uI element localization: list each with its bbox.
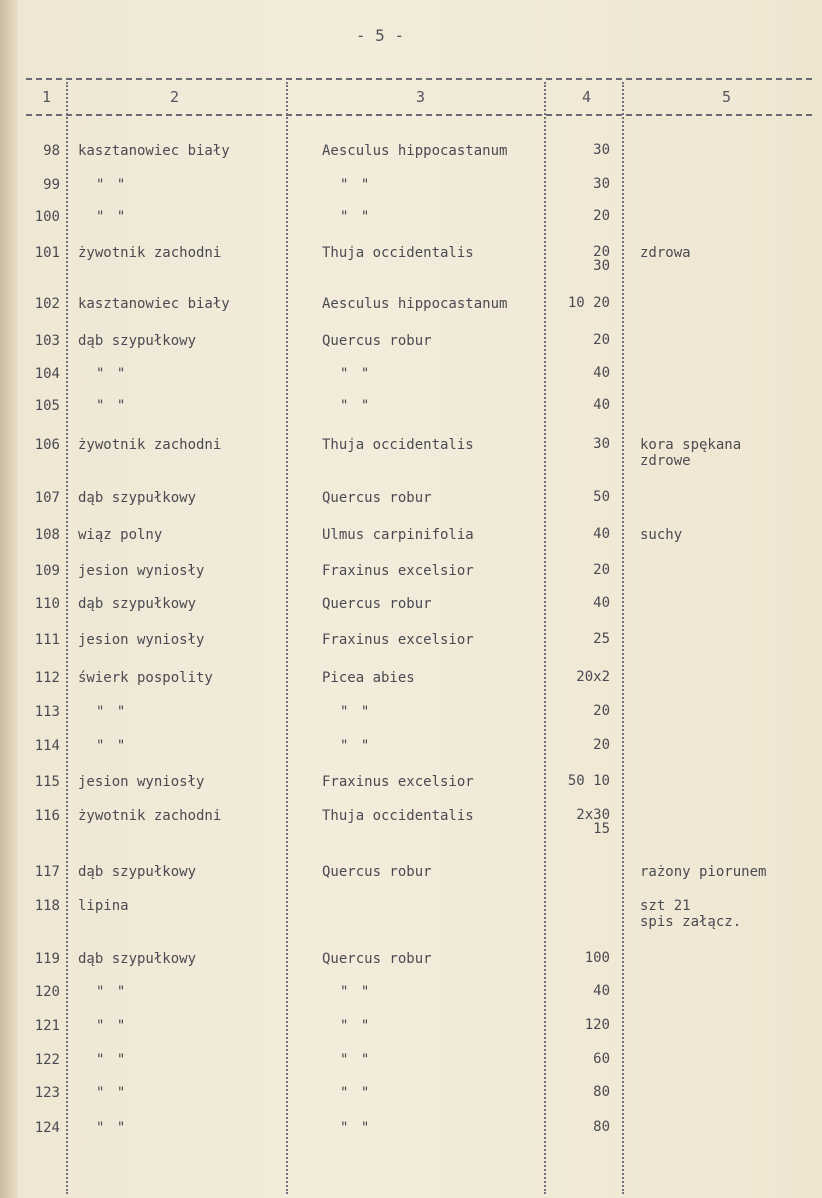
polish-name: " " [96, 1085, 128, 1101]
latin-name: " " [340, 1120, 372, 1136]
polish-name: żywotnik zachodni [78, 808, 222, 824]
table-row [0, 864, 822, 894]
row-number: 98 [43, 143, 60, 159]
diameter-value: 20 [593, 703, 610, 719]
polish-name: jesion wyniosły [78, 563, 205, 579]
row-number: 117 [34, 864, 60, 880]
row-number: 118 [34, 898, 60, 914]
table-row [0, 177, 822, 207]
table-row [0, 527, 822, 557]
table-row [0, 774, 822, 804]
diameter-value: 40 [593, 526, 610, 542]
row-number: 108 [34, 527, 60, 543]
table-row [0, 563, 822, 593]
polish-name: " " [96, 398, 128, 414]
latin-name: Thuja occidentalis [322, 437, 474, 453]
row-number: 116 [34, 808, 60, 824]
polish-name: żywotnik zachodni [78, 437, 222, 453]
latin-name: Ulmus carpinifolia [322, 527, 474, 543]
row-number: 103 [34, 333, 60, 349]
row-number: 110 [34, 596, 60, 612]
polish-name: dąb szypułkowy [78, 951, 197, 967]
row-number: 99 [43, 177, 60, 193]
table-row [0, 670, 822, 700]
remarks: zdrowa [640, 245, 691, 261]
remarks: szt 21 spis załącz. [640, 898, 742, 930]
diameter-value: 40 [593, 365, 610, 381]
table-row [0, 245, 822, 275]
diameter-value: 100 [584, 950, 610, 966]
latin-name: Quercus robur [322, 596, 432, 612]
polish-name: lipina [78, 898, 129, 914]
column-header-5: 5 [722, 88, 732, 106]
latin-name: Aesculus hippocastanum [322, 296, 508, 312]
diameter-value: 2x30 15 [576, 807, 610, 837]
polish-name: dąb szypułkowy [78, 490, 197, 506]
polish-name: kasztanowiec biały [78, 296, 230, 312]
table-row [0, 808, 822, 838]
header-top-rule [26, 78, 812, 80]
polish-name: jesion wyniosły [78, 774, 205, 790]
polish-name: " " [96, 366, 128, 382]
table-row [0, 1052, 822, 1082]
diameter-value: 20 [593, 208, 610, 224]
table-row [0, 1085, 822, 1115]
polish-name: " " [96, 704, 128, 720]
column-header-4: 4 [582, 88, 592, 106]
diameter-value: 80 [593, 1119, 610, 1135]
remarks: suchy [640, 527, 683, 543]
table-row [0, 437, 822, 467]
table-row [0, 1018, 822, 1048]
polish-name: " " [96, 177, 128, 193]
row-number: 107 [34, 490, 60, 506]
row-number: 115 [34, 774, 60, 790]
polish-name: dąb szypułkowy [78, 333, 197, 349]
diameter-value: 40 [593, 397, 610, 413]
table-row [0, 143, 822, 173]
row-number: 101 [34, 245, 60, 261]
latin-name: Quercus robur [322, 864, 432, 880]
polish-name: " " [96, 984, 128, 1000]
table-row [0, 984, 822, 1014]
row-number: 123 [34, 1085, 60, 1101]
polish-name: " " [96, 1018, 128, 1034]
latin-name: Picea abies [322, 670, 415, 686]
row-number: 122 [34, 1052, 60, 1068]
column-header-3: 3 [416, 88, 426, 106]
polish-name: świerk pospolity [78, 670, 213, 686]
row-number: 111 [34, 632, 60, 648]
diameter-value: 40 [593, 983, 610, 999]
table-row [0, 366, 822, 396]
latin-name: " " [340, 1085, 372, 1101]
table-row [0, 296, 822, 326]
row-number: 124 [34, 1120, 60, 1136]
row-number: 109 [34, 563, 60, 579]
table-row [0, 209, 822, 239]
latin-name: Quercus robur [322, 333, 432, 349]
diameter-value: 20 [593, 562, 610, 578]
table-row [0, 596, 822, 626]
polish-name: kasztanowiec biały [78, 143, 230, 159]
polish-name: " " [96, 1120, 128, 1136]
header-bottom-rule [26, 114, 812, 116]
row-number: 112 [34, 670, 60, 686]
table-row [0, 704, 822, 734]
latin-name: " " [340, 984, 372, 1000]
latin-name: " " [340, 177, 372, 193]
diameter-value: 30 [593, 176, 610, 192]
table-row [0, 490, 822, 520]
row-number: 100 [34, 209, 60, 225]
latin-name: " " [340, 209, 372, 225]
polish-name: dąb szypułkowy [78, 596, 197, 612]
column-header-1: 1 [42, 88, 52, 106]
row-number: 120 [34, 984, 60, 1000]
row-number: 105 [34, 398, 60, 414]
polish-name: " " [96, 1052, 128, 1068]
diameter-value: 120 [584, 1017, 610, 1033]
latin-name: " " [340, 1018, 372, 1034]
diameter-value: 25 [593, 631, 610, 647]
row-number: 106 [34, 437, 60, 453]
row-number: 121 [34, 1018, 60, 1034]
diameter-value: 80 [593, 1084, 610, 1100]
table-row [0, 398, 822, 428]
diameter-value: 10 20 [567, 295, 610, 311]
polish-name: jesion wyniosły [78, 632, 205, 648]
diameter-value: 20x2 [576, 669, 610, 685]
latin-name: Thuja occidentalis [322, 245, 474, 261]
latin-name: Fraxinus excelsior [322, 632, 474, 648]
latin-name: Fraxinus excelsior [322, 774, 474, 790]
latin-name: Quercus robur [322, 490, 432, 506]
table-row [0, 738, 822, 768]
diameter-value: 30 [593, 436, 610, 452]
latin-name: " " [340, 366, 372, 382]
table-row [0, 632, 822, 662]
polish-name: " " [96, 209, 128, 225]
row-number: 119 [34, 951, 60, 967]
column-header-2: 2 [170, 88, 180, 106]
diameter-value: 20 [593, 737, 610, 753]
diameter-value: 30 [593, 142, 610, 158]
diameter-value: 60 [593, 1051, 610, 1067]
latin-name: " " [340, 398, 372, 414]
remarks: rażony piorunem [640, 864, 767, 880]
latin-name: " " [340, 704, 372, 720]
latin-name: Fraxinus excelsior [322, 563, 474, 579]
table-row [0, 898, 822, 928]
row-number: 102 [34, 296, 60, 312]
diameter-value: 20 30 [593, 244, 610, 274]
table-row [0, 333, 822, 363]
latin-name: Aesculus hippocastanum [322, 143, 508, 159]
latin-name: Thuja occidentalis [322, 808, 474, 824]
diameter-value: 20 [593, 332, 610, 348]
row-number: 113 [34, 704, 60, 720]
polish-name: " " [96, 738, 128, 754]
polish-name: wiąz polny [78, 527, 163, 543]
diameter-value: 50 [593, 489, 610, 505]
polish-name: żywotnik zachodni [78, 245, 222, 261]
latin-name: " " [340, 738, 372, 754]
remarks: kora spękana zdrowe [640, 437, 742, 469]
polish-name: dąb szypułkowy [78, 864, 197, 880]
table-row [0, 951, 822, 981]
diameter-value: 50 10 [567, 773, 610, 789]
row-number: 114 [34, 738, 60, 754]
latin-name: " " [340, 1052, 372, 1068]
diameter-value: 40 [593, 595, 610, 611]
table-row [0, 1120, 822, 1150]
latin-name: Quercus robur [322, 951, 432, 967]
row-number: 104 [34, 366, 60, 382]
page-number: - 5 - [355, 26, 405, 45]
